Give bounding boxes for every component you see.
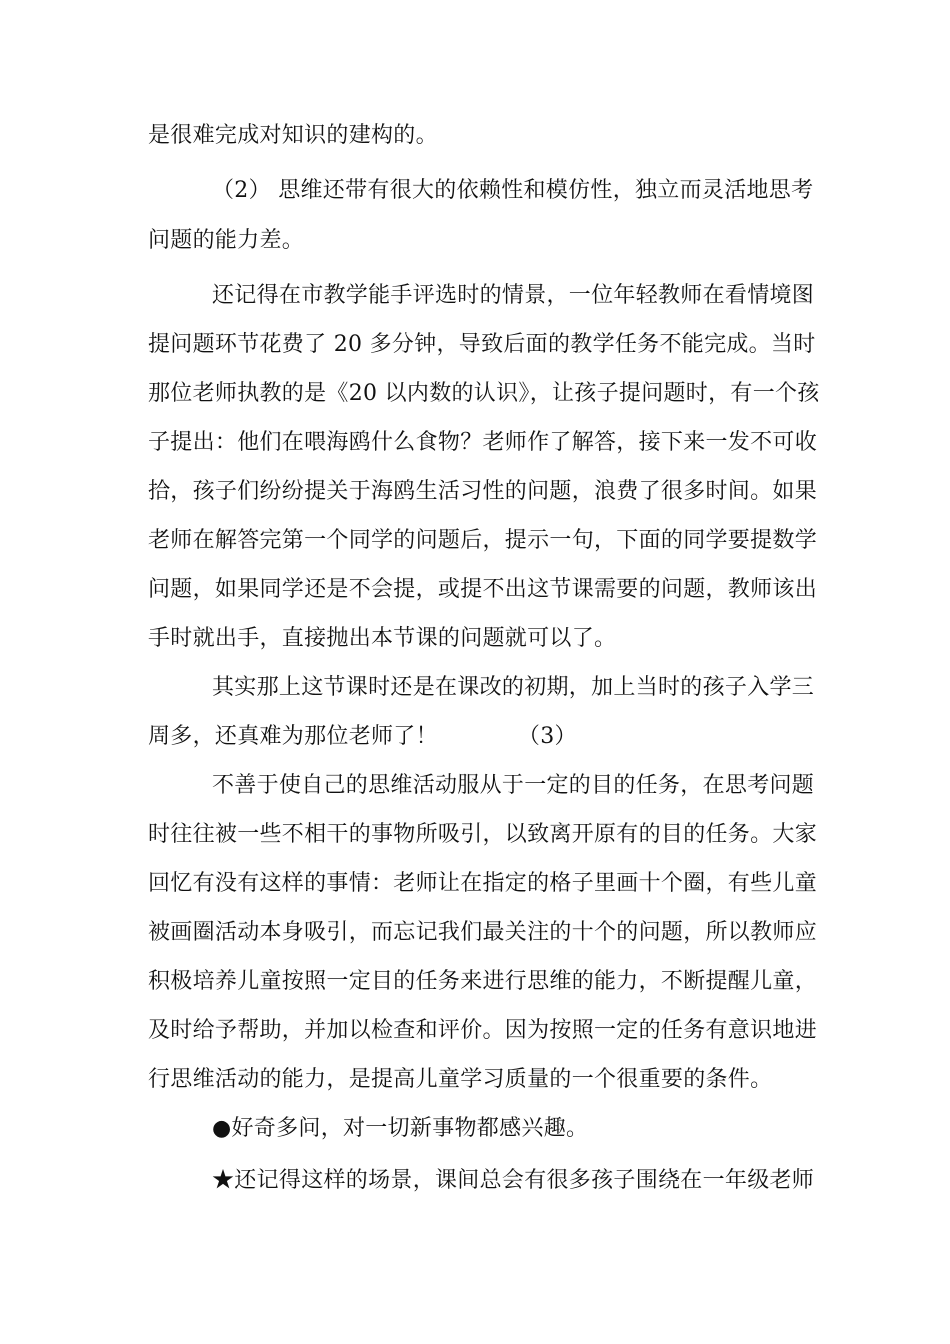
text-line: 是很难完成对知识的建构的。 — [148, 123, 438, 148]
text-line: 老师在解答完第一个同学的问题后，提示一句，下面的同学要提数学 — [148, 528, 818, 553]
text-line: 积极培养儿童按照一定目的任务来进行思维的能力，不断提醒儿童， — [148, 969, 818, 994]
text-line: 回忆有没有这样的事情：老师让在指定的格子里画十个圈，有些儿童 — [148, 871, 818, 896]
text-line: 问题的能力差。 — [148, 228, 305, 253]
star-line: ★还记得这样的场景，课间总会有很多孩子围绕在一年级老师 — [212, 1168, 815, 1193]
text-segment: 周多，还真难为那位老师了！ — [148, 724, 438, 749]
text-line: 被画圈活动本身吸引，而忘记我们最关注的十个的问题，所以教师应 — [148, 920, 818, 945]
text-line: 提问题环节花费了 20 多分钟，导致后面的教学任务不能完成。当时 — [148, 332, 816, 357]
text-line: （2） 思维还带有很大的依赖性和模仿性，独立而灵活地思考 — [212, 178, 814, 203]
text-line: 不善于使自己的思维活动服从于一定的目的任务，在思考问题 — [212, 773, 815, 798]
section-number: （3） — [517, 724, 577, 749]
text-line: 及时给予帮助，并加以检查和评价。因为按照一定的任务有意识地进 — [148, 1018, 818, 1043]
text-line: 还记得在市教学能手评选时的情景，一位年轻教师在看情境图 — [212, 283, 815, 308]
bullet-line: ●好奇多问，对一切新事物都感兴趣。 — [212, 1116, 589, 1141]
text-line: 拾，孩子们纷纷提关于海鸥生活习性的问题，浪费了很多时间。如果 — [148, 479, 818, 504]
text-line: 时往往被一些不相干的事物所吸引，以致离开原有的目的任务。大家 — [148, 822, 818, 847]
text-line: 那位老师执教的是《20 以内数的认识》，让孩子提问题时，有一个孩 — [148, 381, 820, 406]
text-line: 其实那上这节课时还是在课改的初期，加上当时的孩子入学三 — [212, 675, 815, 700]
text-line: 行思维活动的能力，是提高儿童学习质量的一个很重要的条件。 — [148, 1067, 773, 1092]
text-line: 子提出：他们在喂海鸥什么食物？老师作了解答，接下来一发不可收 — [148, 430, 818, 455]
text-line — [148, 722, 808, 752]
text-line: 问题，如果同学还是不会提，或提不出这节课需要的问题，教师该出 — [148, 577, 818, 602]
text-line: 手时就出手，直接抛出本节课的问题就可以了。 — [148, 626, 617, 651]
